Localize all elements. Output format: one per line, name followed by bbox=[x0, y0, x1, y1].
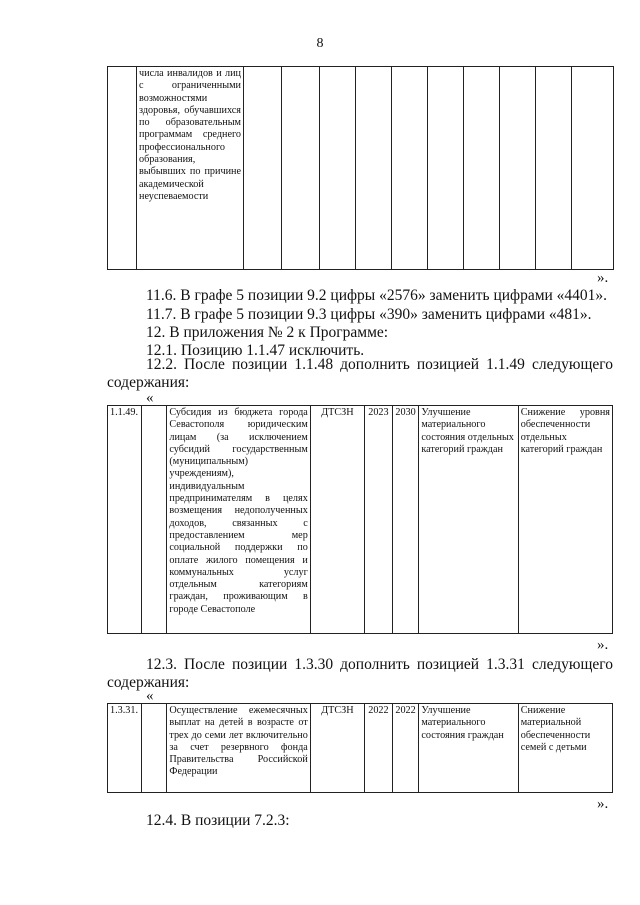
indicator-text: числа инвалидов и лиц с ограниченными возможностями здоровья, обучавшихся по образовательным программам среднего профессионального образования, выбывших по причине академической неуспеваемости bbox=[137, 67, 244, 270]
position-number: 1.3.31. bbox=[108, 704, 142, 793]
item-11-6: 11.6. В графе 5 позиции 9.2 цифры «2576» заменить цифрами «4401». bbox=[146, 287, 608, 304]
item-11-7: 11.7. В графе 5 позиции 9.3 цифры «390» заменить цифрами «481». bbox=[146, 306, 592, 323]
close-quote: ». bbox=[597, 637, 609, 653]
close-quote: ». bbox=[597, 270, 609, 286]
item-12-4: 12.4. В позиции 7.2.3: bbox=[146, 812, 290, 829]
year-start: 2022 bbox=[365, 704, 393, 793]
position-number: 1.1.49. bbox=[108, 406, 142, 634]
effect-text: Снижение материальной обеспеченности семей с детьми bbox=[518, 704, 612, 793]
item-12: 12. В приложения № 2 к Программе: bbox=[146, 324, 389, 341]
year-end: 2030 bbox=[392, 406, 419, 634]
item-12-1: 12.1. Позицию 1.1.47 исключить. bbox=[146, 342, 365, 359]
responsible-org: ДТСЗН bbox=[310, 704, 364, 793]
page-number: 8 bbox=[316, 36, 324, 51]
responsible-org: ДТСЗН bbox=[310, 406, 364, 634]
position-description: Осуществление ежемесячных выплат на детей в возрасте от трех до семи лет включительно за счет резервного фонда Правительства Российской Федерации bbox=[167, 704, 310, 793]
item-12-2: 12.2. После позиции 1.1.48 дополнить позицией 1.1.49 следующего содержания: bbox=[107, 356, 613, 391]
year-end: 2022 bbox=[392, 704, 419, 793]
expected-result: Улучшение материального состояния граждан bbox=[419, 704, 518, 793]
effect-text: Снижение уровня обеспеченности отдельных категорий граждан bbox=[518, 406, 612, 634]
table-fragment-top bbox=[107, 66, 614, 270]
table-position-1-1-49 bbox=[107, 405, 613, 634]
table-row bbox=[108, 704, 613, 793]
table-row bbox=[108, 67, 614, 270]
year-start: 2023 bbox=[365, 406, 393, 634]
open-quote: « bbox=[146, 390, 154, 406]
close-quote: ». bbox=[597, 796, 609, 812]
expected-result: Улучшение материального состояния отдельных категорий граждан bbox=[419, 406, 518, 634]
table-position-1-3-31 bbox=[107, 703, 613, 793]
item-12-3: 12.3. После позиции 1.3.30 дополнить позицией 1.3.31 следующего содержания: bbox=[107, 656, 613, 691]
position-description: Субсидия из бюджета города Севастополя юридическим лицам (за исключением субсидий государственным (муниципальным) учреждениям), индивидуальным предпринимателям в целях возмещения недополученных доходов, связанных с предоставлением мер социальной поддержки по оплате жилого помещения и коммунальных услуг отдельным категориям граждан, проживающим в городе Севастополе bbox=[167, 406, 310, 634]
open-quote: « bbox=[146, 688, 154, 704]
table-row bbox=[108, 406, 613, 634]
